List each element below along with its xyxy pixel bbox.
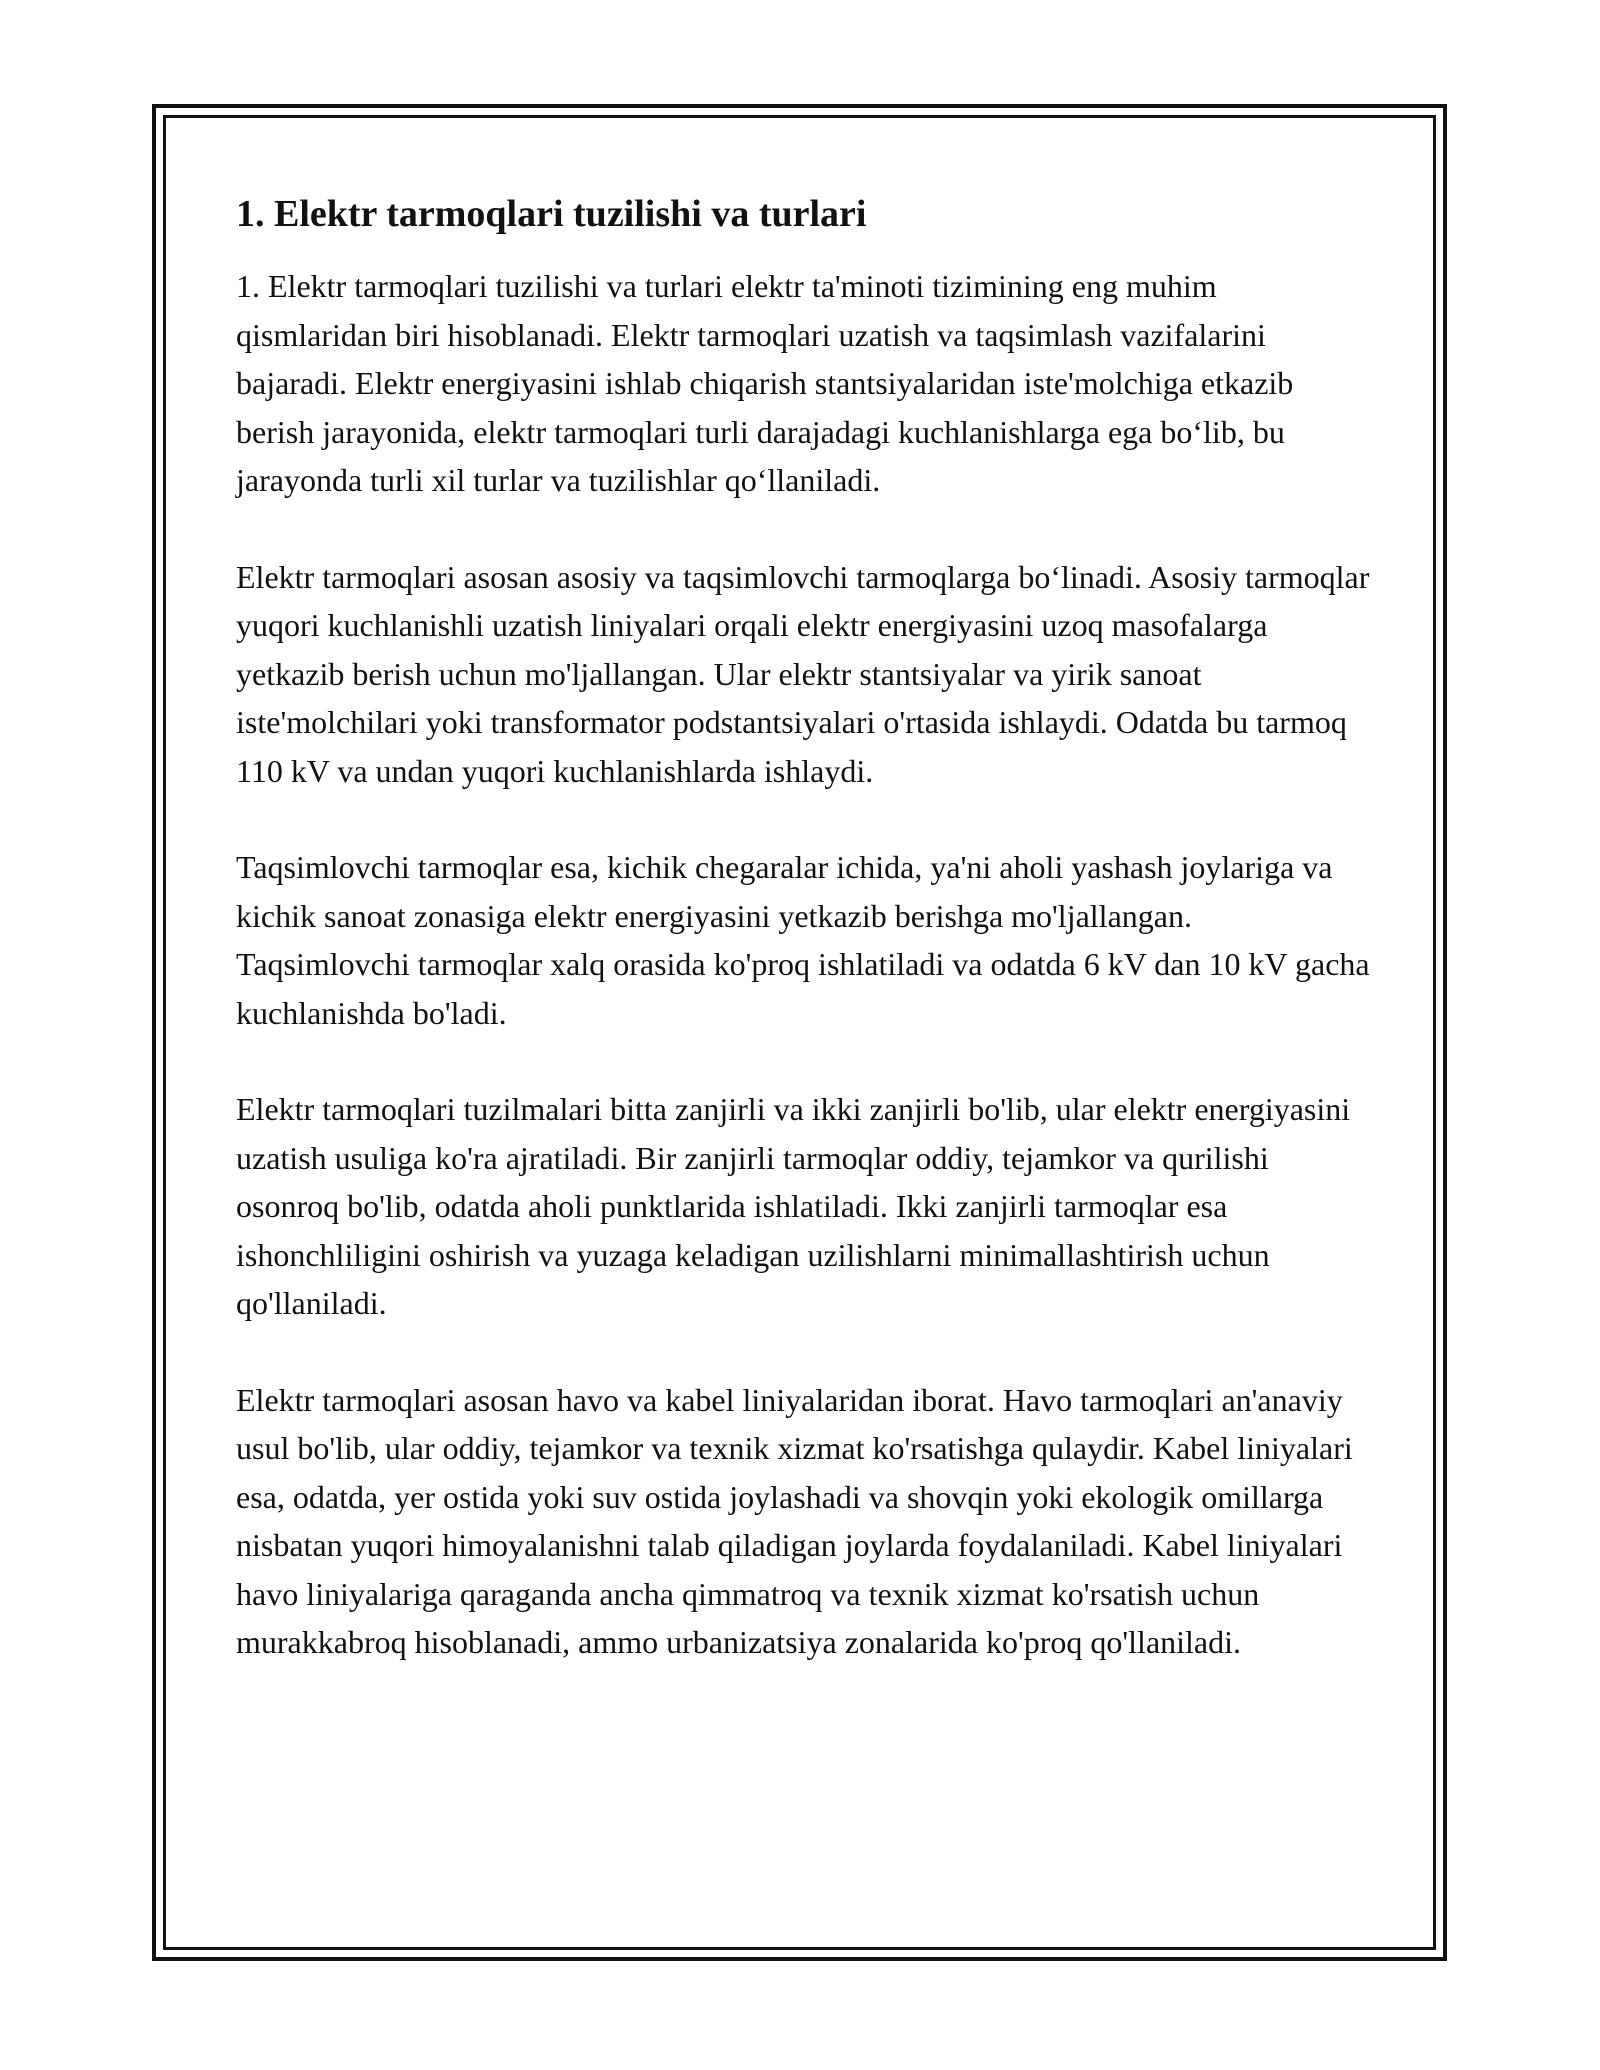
paragraph-intro: 1. Elektr tarmoqlari tuzilishi va turlari elektr ta'minoti tizimining eng muhim qismlaridan biri hisoblanadi. Elektr tarmoqlari uzatish va taqsimlash vazifalarini bajaradi. Elektr energiyasini ishlab chiqarish stantsiyalaridan iste'molchiga etkazib berish jarayonida, elektr tarmoqlari turli darajadagi kuchlanishlarga ega boʻlib, bu jarayonda turli xil turlar va tuzilishlar qoʻllaniladi. — [236, 268, 1294, 498]
paragraph-main-networks: Elektr tarmoqlari asosan asosiy va taqsimlovchi tarmoqlarga boʻlinadi. Asosiy tarmoqlar yuqori kuchlanishli uzatish liniyalari orqali elektr energiyasini uzoq masofalarga yetkazib berish uchun mo'ljallangan. Ular elektr stantsiyalar va yirik sanoat iste'molchilari yoki transformator podstantsiyalari o'rtasida ishlaydi. Odatda bu tarmoq 110 kV va undan yuqori kuchlanishlarda ishlaydi. — [236, 558, 1370, 789]
paragraph-circuit-structures: Elektr tarmoqlari tuzilmalari bitta zanjirli va ikki zanjirli bo'lib, ular elektr energiyasini uzatish usuliga ko'ra ajratiladi. Bir zanjirli tarmoqlar oddiy, tejamkor va qurilishi osonroq bo'lib, odatda aholi punktlarida ishlatiladi. Ikki zanjirli tarmoqlar esa ishonchliligini oshirish va yuzaga keladigan uzilishlarni minimallashtirish uchun qo'llaniladi. — [236, 1091, 1351, 1321]
paragraph-overhead-cable-lines: Elektr tarmoqlari asosan havo va kabel liniyalaridan iborat. Havo tarmoqlari an'anaviy usul bo'lib, ular oddiy, tejamkor va texnik xizmat ko'rsatishga qulaydir. Kabel liniyalari esa, odatda, yer ostida yoki suv ostida joylashadi va shovqin yoki ekologik omillarga nisbatan yuqori himoyalanishni talab qiladigan joylarda foydalaniladi. Kabel liniyalari havo liniyalariga qaraganda ancha qimmatroq va texnik xizmat ko'rsatish uchun murakkabroq hisoblanadi, ammo urbanizatsiya zonalarida ko'proq qo'llaniladi. — [236, 1381, 1353, 1660]
paragraph-distribution-networks: Taqsimlovchi tarmoqlar esa, kichik chegaralar ichida, ya'ni aholi yashash joylariga va kichik sanoat zonasiga elektr energiyasini yetkazib berishga mo'ljallangan. Taqsimlovchi tarmoqlar xalq orasida ko'proq ishlatiladi va odatda 6 kV dan 10 kV gacha kuchlanishda bo'ladi. — [236, 849, 1370, 1031]
document-title: 1. Elektr tarmoqlari tuzilishi va turlari — [236, 193, 867, 235]
document-body — [236, 190, 1371, 1715]
